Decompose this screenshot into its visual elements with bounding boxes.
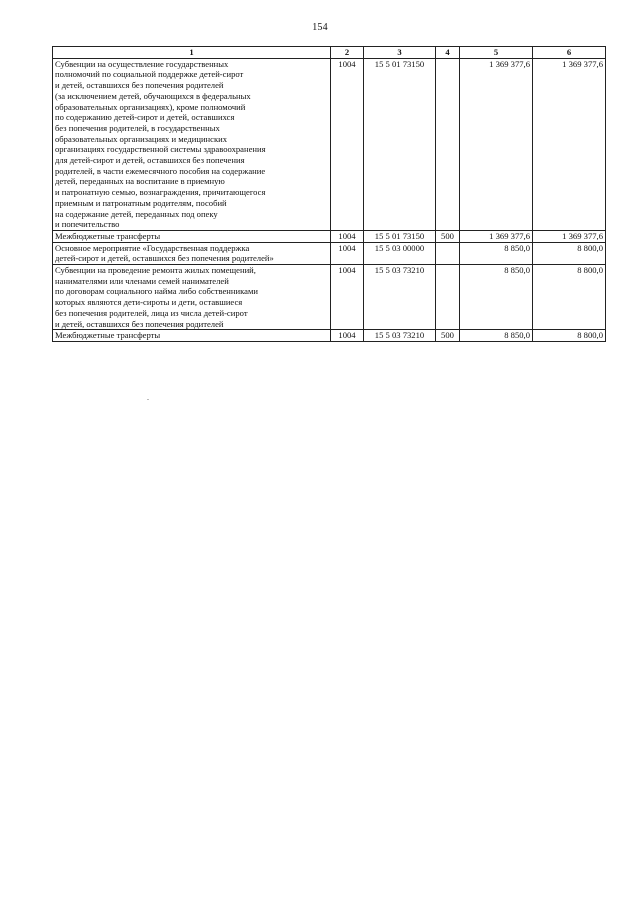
row-name: Субвенции на проведение ремонта жилых помещений, нанимателями или членами семей нанимателей по договорам социального найма либо собственниками которых являются дети-сироты и дети, оставшиеся без попечения родителей, лица из числа детей-сирот и детей, оставшихся без попечения родителей [53,265,331,330]
row-amount-2: 1 369 377,6 [533,230,606,242]
row-expense-type [436,242,460,264]
header-cell-3: 3 [364,47,436,59]
row-target: 15 5 03 00000 [364,242,436,264]
row-amount-2: 8 800,0 [533,330,606,342]
scan-speck [147,399,149,400]
row-expense-type: 500 [436,230,460,242]
table-body [53,58,606,341]
row-section: 1004 [331,230,364,242]
budget-table [52,46,606,342]
header-row [53,47,606,59]
row-target: 15 5 03 73210 [364,265,436,330]
header-cell-6: 6 [533,47,606,59]
row-section: 1004 [331,242,364,264]
table-row [53,230,606,242]
header-cell-1: 1 [53,47,331,59]
row-amount-1: 1 369 377,6 [460,58,533,230]
header-cell-5: 5 [460,47,533,59]
page-number: 154 [312,22,328,33]
table-row [53,265,606,330]
row-section: 1004 [331,265,364,330]
table-row [53,330,606,342]
row-target: 15 5 01 73150 [364,230,436,242]
row-amount-2: 1 369 377,6 [533,58,606,230]
row-amount-1: 8 850,0 [460,330,533,342]
row-section: 1004 [331,58,364,230]
row-expense-type: 500 [436,330,460,342]
row-expense-type [436,265,460,330]
table-row [53,242,606,264]
row-amount-1: 8 850,0 [460,265,533,330]
row-target: 15 5 03 73210 [364,330,436,342]
row-name: Основное мероприятие «Государственная поддержка детей-сирот и детей, оставшихся без попечения родителей» [53,242,331,264]
row-section: 1004 [331,330,364,342]
row-name: Межбюджетные трансферты [53,230,331,242]
header-cell-4: 4 [436,47,460,59]
row-name: Межбюджетные трансферты [53,330,331,342]
row-name: Субвенции на осуществление государственных полномочий по социальной поддержке детей-сирот и детей, оставшихся без попечения родителей (за исключением детей, обучающихся в федеральных образовательных организациях), кроме полномочий по содержанию детей-сирот и детей, оставшихся без попечения родителей, в государственных образовательных организациях и медицинских организациях государственной системы здравоохранения для детей-сирот и детей, оставшихся без попечения родителей, в части ежемесячного пособия на содержание детей, переданных на воспитание в приемную и патронатную семью, вознаграждения, причитающегося приемным и патронатным родителям, пособий на содержание детей, переданных под опеку и попечительство [53,58,331,230]
table-row [53,58,606,230]
row-amount-2: 8 800,0 [533,242,606,264]
row-amount-2: 8 800,0 [533,265,606,330]
row-expense-type [436,58,460,230]
table-header [53,47,606,59]
row-amount-1: 8 850,0 [460,242,533,264]
row-amount-1: 1 369 377,6 [460,230,533,242]
header-cell-2: 2 [331,47,364,59]
row-target: 15 5 01 73150 [364,58,436,230]
